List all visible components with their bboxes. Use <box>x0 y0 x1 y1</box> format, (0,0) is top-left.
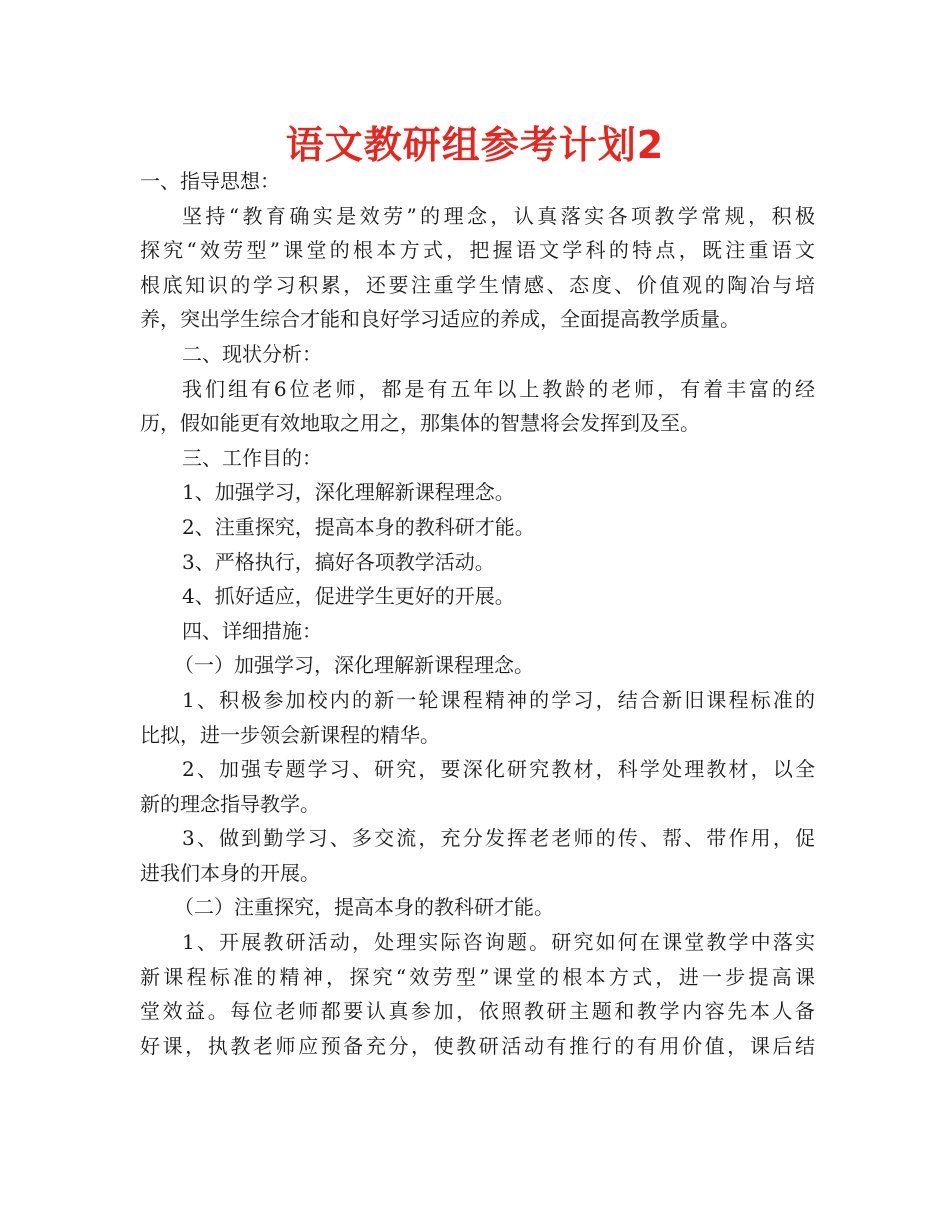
section-heading: 四、详细措施： <box>182 618 322 643</box>
document-body <box>140 164 815 1063</box>
section-heading: 二、现状分析： <box>182 341 322 366</box>
paragraph-line: 我们组有6位老师，都是有五年以上教龄的老师，有着丰富的经 <box>182 376 815 401</box>
paragraph-line: 3、做到勤学习、多交流，充分发挥老老师的传、帮、带作用，促 <box>182 826 815 851</box>
paragraph-line: 养，突出学生综合才能和良好学习适应的养成，全面提高教学质量。 <box>140 307 740 332</box>
list-item: 1、加强学习，深化理解新课程理念。 <box>182 480 515 505</box>
paragraph-line: 1、积极参加校内的新一轮课程精神的学习，结合新旧课程标准的 <box>182 687 815 712</box>
paragraph-line: 根底知识的学习积累，还要注重学生情感、态度、价值观的陶冶与培 <box>140 272 815 297</box>
list-item: 4、抓好适应，促进学生更好的开展。 <box>182 584 515 609</box>
paragraph-line: 坚持“教育确实是效劳”的理念，认真落实各项教学常规，积极 <box>182 203 815 228</box>
paragraph-line: 探究“效劳型”课堂的根本方式，把握语文学科的特点，既注重语文 <box>140 238 815 263</box>
document-title: 语文教研组参考计划2 <box>285 123 665 167</box>
section-heading: 三、工作目的： <box>182 445 322 470</box>
subsection-heading: （一）加强学习，深化理解新课程理念。 <box>174 653 534 678</box>
list-item: 2、注重探究，提高本身的教科研才能。 <box>182 514 535 539</box>
paragraph-line: 好课，执教老师应预备充分，使教研活动有推行的有用价值，课后结 <box>140 1033 815 1058</box>
paragraph-line: 历，假如能更有效地取之用之，那集体的智慧将会发挥到及至。 <box>140 411 700 436</box>
paragraph-line: 2、加强专题学习、研究，要深化研究教材，科学处理教材，以全 <box>182 757 815 782</box>
list-item: 3、严格执行，搞好各项教学活动。 <box>182 549 495 574</box>
paragraph-line: 比拟，进一步领会新课程的精华。 <box>140 722 440 747</box>
paragraph-line: 进我们本身的开展。 <box>140 860 320 885</box>
paragraph-line: 新的理念指导教学。 <box>140 791 320 816</box>
paragraph-line: 新课程标准的精神，探究“效劳型”课堂的根本方式，进一步提高课 <box>140 964 815 989</box>
paragraph-line: 1、开展教研活动，处理实际咨询题。研究如何在课堂教学中落实 <box>182 930 815 955</box>
section-heading: 一、指导思想： <box>140 169 280 193</box>
paragraph-line: 堂效益。每位老师都要认真参加，依照教研主题和教学内容先本人备 <box>140 999 815 1024</box>
subsection-heading: （二）注重探究，提高本身的教科研才能。 <box>174 895 554 920</box>
